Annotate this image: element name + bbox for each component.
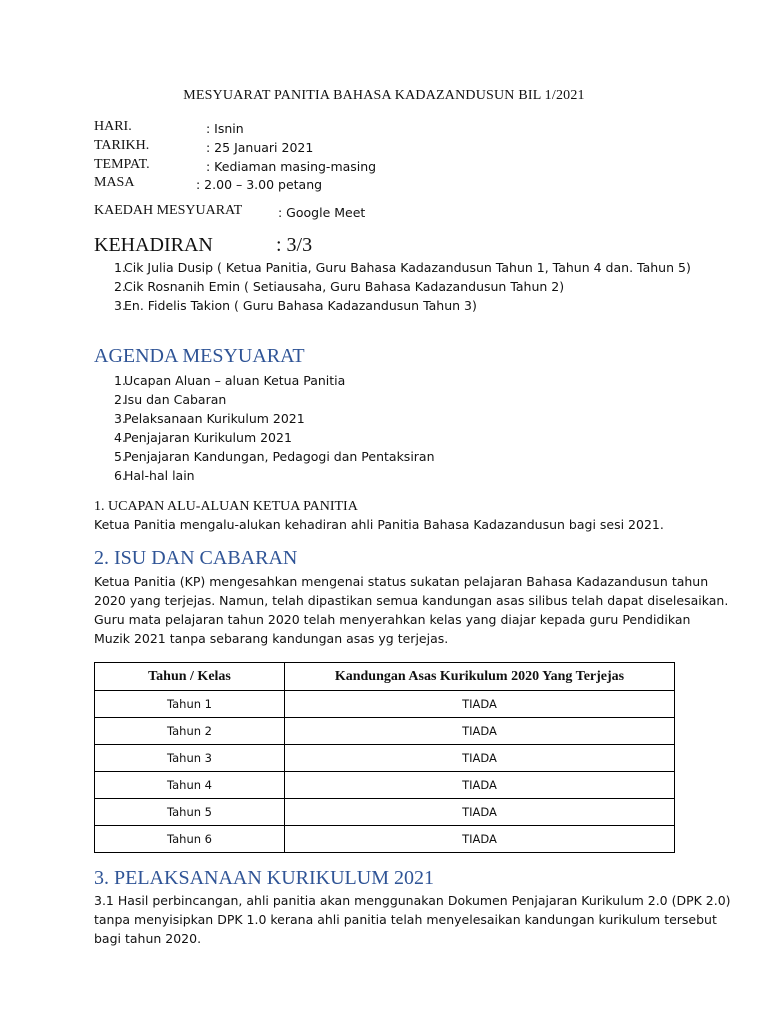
section-3-body (94, 891, 731, 948)
tarikh-value: : 25 Januari 2021 (206, 140, 314, 155)
list-item-number: 2. (114, 392, 126, 407)
table-cell-tahun: Tahun 4 (95, 772, 285, 799)
table-cell-tahun: Tahun 2 (95, 718, 285, 745)
list-item-text: Isu dan Cabaran (124, 392, 227, 407)
table-row (95, 799, 675, 826)
list-item (94, 428, 435, 447)
paragraph-line: Guru mata pelajaran tahun 2020 telah menyerahkan kelas yang diajar kepada guru Pendidikan (94, 612, 691, 627)
kaedah-label: KAEDAH MESYUARAT (94, 203, 243, 218)
paragraph-line: 2020 yang terjejas. Namun, telah dipastikan semua kandungan asas silibus telah dapat diselesaikan. (94, 593, 729, 608)
table-cell-status: TIADA (285, 718, 675, 745)
list-item (94, 277, 691, 296)
table-cell-status: TIADA (285, 799, 675, 826)
kehadiran-value: : 3/3 (276, 234, 313, 256)
tempat-label: TEMPAT. (94, 157, 150, 172)
list-item-number: 6. (114, 468, 126, 483)
section-3-heading: 3. PELAKSANAAN KURIKULUM 2021 (94, 867, 434, 889)
list-item (94, 466, 435, 485)
list-item-text: Ucapan Aluan – aluan Ketua Panitia (124, 373, 346, 388)
list-item-text: Pelaksanaan Kurikulum 2021 (124, 411, 305, 426)
section-1-body (94, 515, 664, 534)
paragraph-line: Muzik 2021 tanpa sebarang kandungan asas yg terjejas. (94, 631, 449, 646)
list-item-text: Penjajaran Kandungan, Pedagogi dan Pentaksiran (124, 449, 435, 464)
table-cell-status: TIADA (285, 691, 675, 718)
section-2-heading: 2. ISU DAN CABARAN (94, 547, 298, 569)
list-item-text: Cik Julia Dusip ( Ketua Panitia, Guru Bahasa Kadazandusun Tahun 1, Tahun 4 dan. Tahun 5) (124, 260, 691, 275)
list-item-text: En. Fidelis Takion ( Guru Bahasa Kadazandusun Tahun 3) (124, 298, 477, 313)
paragraph-line: Ketua Panitia (KP) mengesahkan mengenai status sukatan pelajaran Bahasa Kadazandusun tahun (94, 574, 709, 589)
masa-value: : 2.00 – 3.00 petang (196, 177, 323, 192)
list-item (94, 409, 435, 428)
list-item-text: Penjajaran Kurikulum 2021 (124, 430, 292, 445)
list-item-number: 1. (114, 373, 126, 388)
table-header-kandungan: Kandungan Asas Kurikulum 2020 Yang Terjejas (285, 663, 675, 691)
list-item (94, 258, 691, 277)
table-cell-status: TIADA (285, 772, 675, 799)
tempat-value: : Kediaman masing-masing (206, 159, 377, 174)
table-row (95, 826, 675, 853)
table-header-tahun: Tahun / Kelas (95, 663, 285, 691)
list-item-number: 3. (114, 411, 126, 426)
agenda-heading: AGENDA MESYUARAT (94, 345, 305, 367)
list-item (94, 390, 435, 409)
paragraph-line: 3.1 Hasil perbincangan, ahli panitia akan menggunakan Dokumen Penjajaran Kurikulum 2.0 (DPK 2.0) (94, 893, 731, 908)
hari-label: HARI. (94, 119, 132, 134)
table-row (95, 718, 675, 745)
table-header-row (95, 663, 675, 691)
list-item (94, 447, 435, 466)
paragraph-line: bagi tahun 2020. (94, 931, 202, 946)
table-cell-tahun: Tahun 1 (95, 691, 285, 718)
table-cell-tahun: Tahun 6 (95, 826, 285, 853)
document-title: MESYUARAT PANITIA BAHASA KADAZANDUSUN BIL 1/2021 (183, 88, 585, 103)
section-2-body (94, 572, 729, 648)
list-item-number: 2. (114, 279, 126, 294)
table-row (95, 691, 675, 718)
kehadiran-label: KEHADIRAN (94, 234, 213, 256)
list-item (94, 296, 691, 315)
table-row (95, 745, 675, 772)
tarikh-label: TARIKH. (94, 138, 150, 153)
table-cell-status: TIADA (285, 745, 675, 772)
list-item-number: 5. (114, 449, 126, 464)
paragraph-line: Ketua Panitia mengalu-alukan kehadiran ahli Panitia Bahasa Kadazandusun bagi sesi 2021. (94, 517, 664, 532)
list-item-text: Cik Rosnanih Emin ( Setiausaha, Guru Bahasa Kadazandusun Tahun 2) (124, 279, 565, 294)
list-item (94, 371, 435, 390)
masa-label: MASA (94, 175, 135, 190)
kehadiran-list (94, 258, 691, 315)
section-1-heading: 1. UCAPAN ALU-ALUAN KETUA PANITIA (94, 499, 358, 514)
table-row (95, 772, 675, 799)
list-item-number: 3. (114, 298, 126, 313)
kandungan-table (94, 662, 675, 853)
list-item-number: 1. (114, 260, 126, 275)
table-cell-status: TIADA (285, 826, 675, 853)
list-item-text: Hal-hal lain (124, 468, 195, 483)
agenda-list (94, 371, 435, 485)
paragraph-line: tanpa menyisipkan DPK 1.0 kerana ahli panitia telah menyelesaikan kandungan kurikulum tersebut (94, 912, 717, 927)
table-cell-tahun: Tahun 5 (95, 799, 285, 826)
hari-value: : Isnin (206, 121, 244, 136)
table-cell-tahun: Tahun 3 (95, 745, 285, 772)
list-item-number: 4. (114, 430, 126, 445)
kaedah-value: : Google Meet (278, 205, 366, 220)
